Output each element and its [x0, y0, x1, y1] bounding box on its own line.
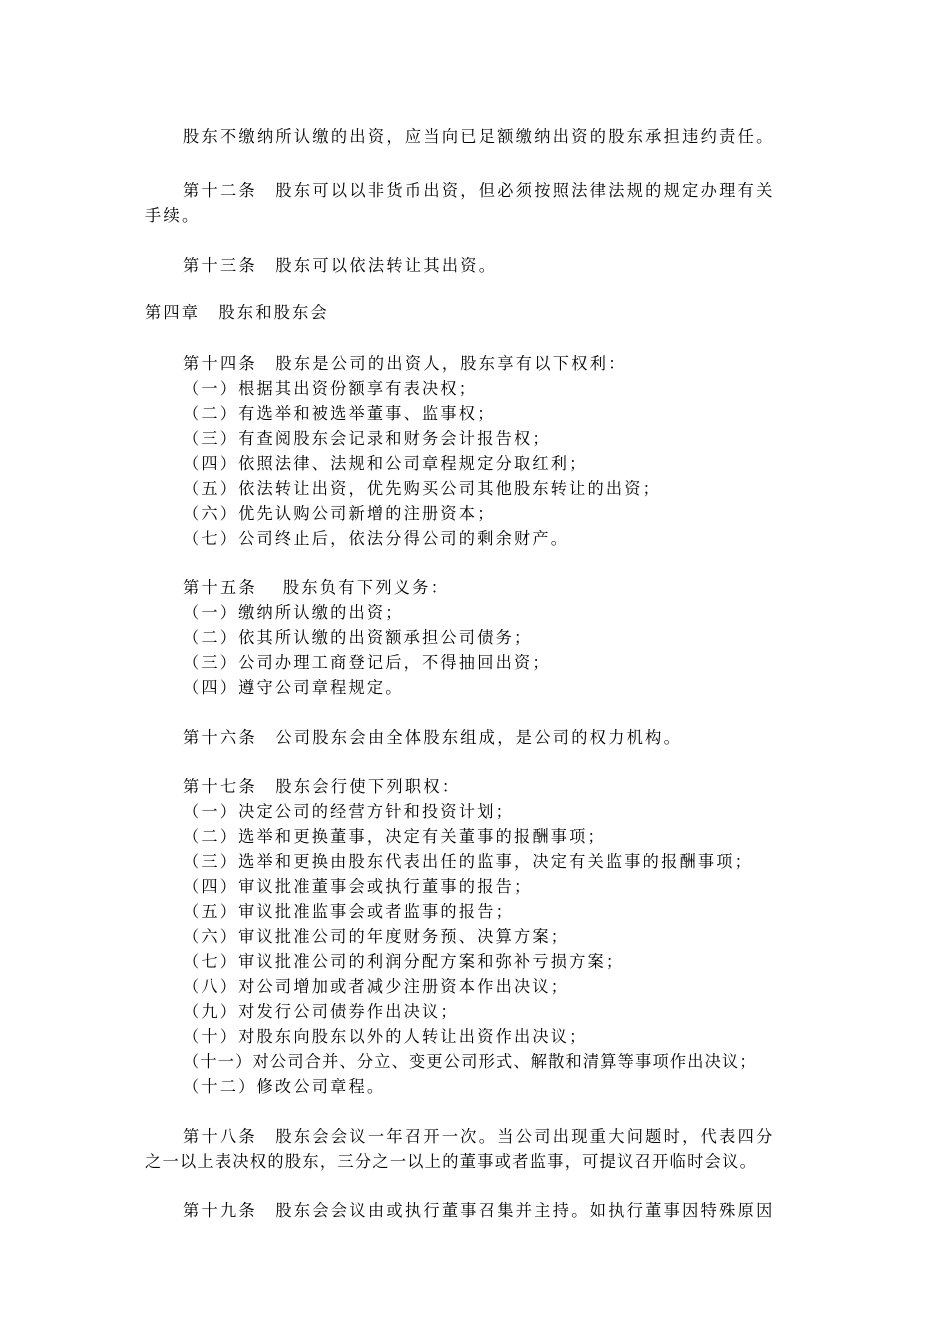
list-item: （四）遵守公司章程规定。: [183, 678, 404, 697]
list-item: （七）公司终止后，依法分得公司的剩余财产。: [183, 529, 570, 548]
list-item: （一）缴纳所认缴的出资；: [183, 603, 404, 622]
paragraph-line: 股东不缴纳所认缴的出资，应当向已足额缴纳出资的股东承担违约责任。: [183, 127, 775, 146]
article-16-heading: 第十六条 公司股东会由全体股东组成，是公司的权力机构。: [183, 728, 683, 747]
list-item: （四）审议批准董事会或执行董事的报告；: [183, 877, 533, 896]
list-item: （七）审议批准公司的利润分配方案和弥补亏损方案；: [183, 952, 625, 971]
list-item: （十二）修改公司章程。: [183, 1077, 386, 1096]
list-item: （六）优先认购公司新增的注册资本；: [183, 504, 496, 523]
list-item: （一）根据其出资份额享有表决权；: [183, 379, 478, 398]
list-item: （三）有查阅股东会记录和财务会计报告权；: [183, 429, 551, 448]
list-item: （五）审议批准监事会或者监事的报告；: [183, 902, 514, 921]
list-item: （四）依照法律、法规和公司章程规定分取红利；: [183, 454, 588, 473]
list-item: （三）选举和更换由股东代表出任的监事，决定有关监事的报酬事项；: [183, 852, 754, 871]
list-item: （八）对公司增加或者减少注册资本作出决议；: [183, 977, 570, 996]
list-item: （六）审议批准公司的年度财务预、决算方案；: [183, 927, 570, 946]
list-item: （五）依法转让出资，优先购买公司其他股东转让的出资；: [183, 479, 662, 498]
article-18-heading: 第十八条 股东会会议一年召开一次。当公司出现重大问题时，代表四分: [183, 1127, 775, 1146]
list-item: （一）决定公司的经营方针和投资计划；: [183, 802, 514, 821]
article-13-heading: 第十三条 股东可以依法转让其出资。: [183, 256, 498, 275]
article-17-heading: 第十七条 股东会行使下列职权：: [183, 777, 461, 796]
list-item: （九）对发行公司债券作出决议；: [183, 1002, 459, 1021]
list-item: （二）有选举和被选举董事、监事权；: [183, 404, 496, 423]
chapter-4-title: 第四章 股东和股东会: [145, 303, 329, 322]
article-15-heading: 第十五条 股东负有下列义务：: [183, 578, 450, 597]
article-12-heading: 第十二条 股东可以以非货币出资，但必须按照法律法规的规定办理有关: [183, 181, 775, 200]
list-item: （十）对股东向股东以外的人转让出资作出决议；: [183, 1027, 588, 1046]
article-14-heading: 第十四条 股东是公司的出资人，股东享有以下权利：: [183, 354, 627, 373]
paragraph-line: 手续。: [145, 206, 201, 225]
list-item: （三）公司办理工商登记后，不得抽回出资；: [183, 653, 551, 672]
article-19-heading: 第十九条 股东会会议由或执行董事召集并主持。如执行董事因特殊原因: [183, 1201, 775, 1220]
list-item: （二）选举和更换董事，决定有关董事的报酬事项；: [183, 827, 606, 846]
paragraph-line: 之一以上表决权的股东，三分之一以上的董事或者监事，可提议召开临时会议。: [145, 1152, 758, 1171]
list-item: （二）依其所认缴的出资额承担公司债务；: [183, 628, 533, 647]
list-item: （十一）对公司合并、分立、变更公司形式、解散和清算等事项作出决议；: [183, 1052, 757, 1071]
